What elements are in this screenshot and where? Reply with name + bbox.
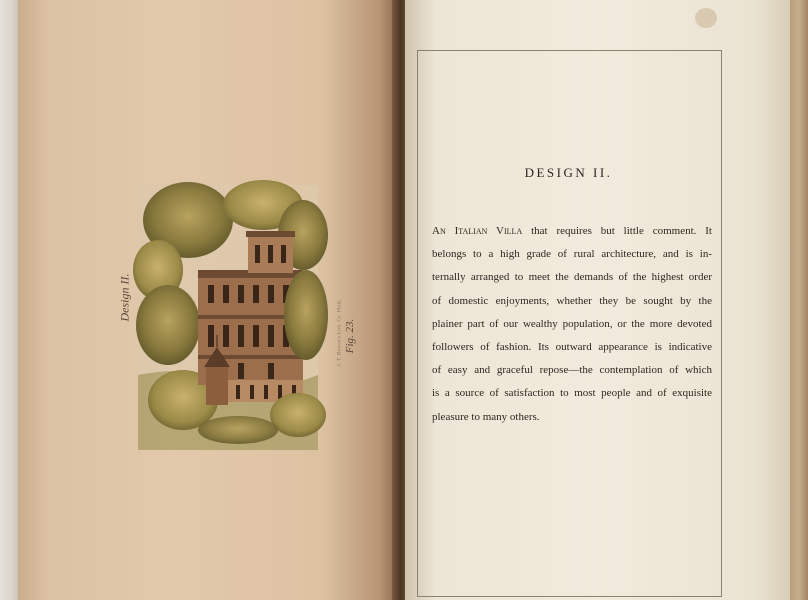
text-line: plainer part of our wealthy population, or the more devoted	[432, 317, 712, 330]
villa-illustration	[128, 175, 328, 460]
foxing-stain	[695, 8, 717, 28]
figure-label: Fig. 23.	[344, 318, 356, 354]
line-text: that requires but little comment. It	[522, 225, 712, 237]
body-paragraph	[432, 220, 712, 429]
text-line: ternally arranged to meet the demands of the highest order	[432, 271, 712, 284]
text-line: belongs to a high grade of rural architecture, and is in-	[432, 248, 712, 261]
engraver-credit: J. T. Bowen's Lith. Co. Phila.	[337, 298, 343, 367]
lead-in-words: An Italian Villa	[432, 225, 523, 237]
plate-label: Design II.	[117, 273, 132, 322]
text-line: of domestic enjoyments, whether they be sought by the	[432, 294, 712, 307]
text-line	[432, 220, 712, 243]
text-line: pleasure to many others.	[432, 410, 540, 423]
text-line: of easy and graceful repose—the contemplation of which	[432, 364, 712, 377]
text-line: is a source of satisfaction to most people and of exquisite	[432, 387, 712, 400]
right-page-edge	[790, 0, 808, 600]
page-title: DESIGN II.	[524, 165, 613, 180]
text-line: followers of fashion. Its outward appearance is indicative	[432, 341, 712, 354]
